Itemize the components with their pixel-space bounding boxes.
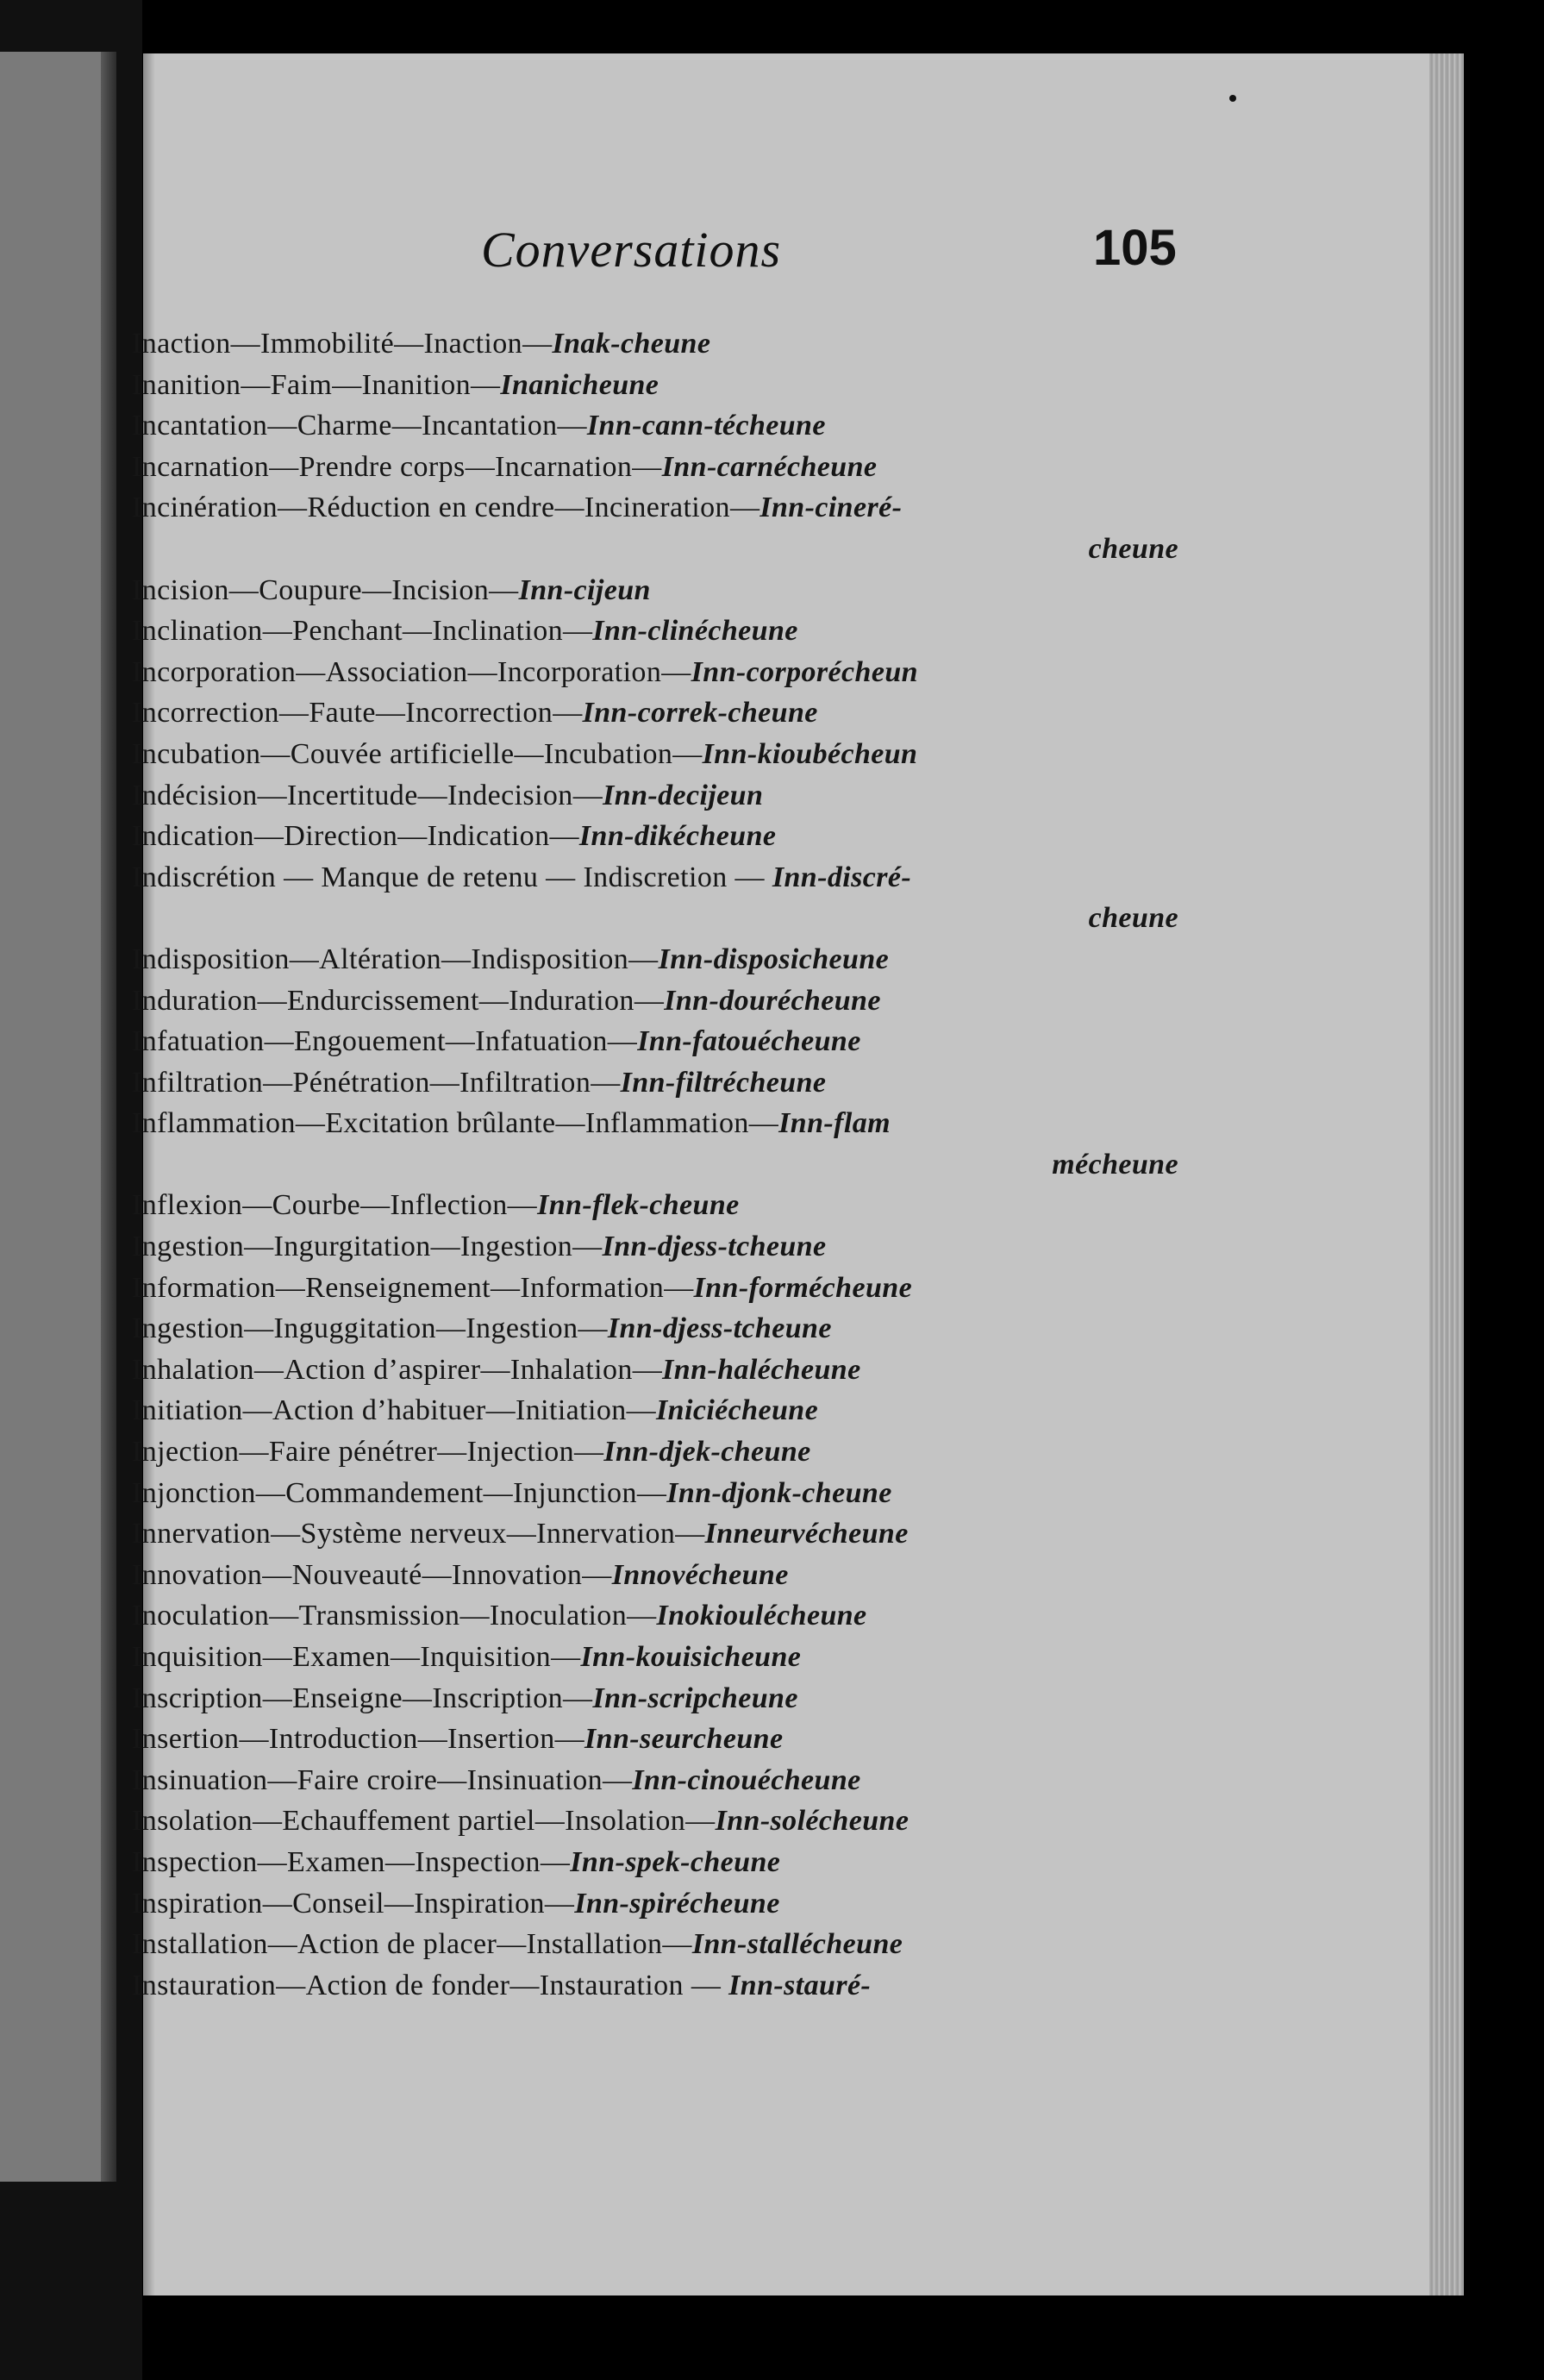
entry-pronunciation-continuation: mécheune [1052,1148,1178,1181]
entry-pronunciation: Inn-fatouécheune [637,1025,861,1058]
entry-terms: Injection—Faire pénétrer—Injection— [132,1436,604,1469]
entry-line [132,980,1184,1022]
entry-line [132,1678,1184,1719]
entry-line [132,1185,1184,1226]
dictionary-entry [132,1390,1184,1431]
running-title: Conversations [481,222,782,278]
entry-line [132,1637,1184,1678]
entry-terms: Incarnation—Prendre corps—Incarnation— [132,450,662,483]
entry-terms: Initiation—Action d’habituer—Initiation— [132,1394,657,1427]
dictionary-entry [132,323,1184,365]
entry-line [132,652,1184,693]
entry-pronunciation: Inn-djek-cheune [603,1436,811,1469]
entry-line [132,1226,1184,1268]
entry-terms: Inhalation—Action d’aspirer—Inhalation— [132,1353,663,1386]
entry-line [132,323,1184,365]
entry-line [132,775,1184,817]
entry-line [132,1719,1184,1760]
entry-line [132,1555,1184,1596]
dictionary-entry [132,939,1184,980]
ink-speck [1229,95,1236,102]
dictionary-entry [132,734,1184,775]
dictionary-entry [132,1883,1184,1925]
entry-terms: Inquisition—Examen—Inquisition— [132,1641,581,1673]
dictionary-entry [132,1719,1184,1760]
entry-pronunciation: Inn-filtrécheune [620,1066,827,1099]
entry-terms: Innervation—Système nerveux—Innervation— [132,1518,705,1550]
entry-line [132,405,1184,447]
entry-pronunciation-continuation: cheune [1088,902,1178,935]
entry-line [132,1883,1184,1925]
entry-line [132,1268,1184,1309]
entry-terms: Incision—Coupure—Incision— [132,573,519,606]
dictionary-entry [132,1062,1184,1104]
dictionary-entry [132,1760,1184,1801]
entry-pronunciation: Inn-formécheune [693,1271,913,1304]
dictionary-entry [132,1103,1184,1185]
entry-pronunciation: Inn-kouisicheune [580,1641,802,1673]
entry-pronunciation: Inn-cijeun [518,573,651,606]
entry-line [132,1924,1184,1965]
dictionary-entry [132,1268,1184,1309]
entry-line [132,1965,1184,2007]
entry-pronunciation: Inokioulécheune [656,1600,867,1632]
entry-pronunciation: Inanicheune [500,368,659,401]
entry-terms: Insolation—Echauffement partiel—Insolation— [132,1805,716,1838]
dictionary-entry [132,1965,1184,2007]
entry-pronunciation: Inn-dikécheune [578,820,777,853]
dictionary-entry [132,1678,1184,1719]
entry-pronunciation: Inn-halécheune [662,1353,861,1386]
entry-terms: Indisposition—Altération—Indisposition— [132,943,659,975]
entry-terms: Incorrection—Faute—Incorrection— [132,697,583,730]
dictionary-entry [132,487,1184,569]
dictionary-entry [132,775,1184,817]
entry-line [132,1473,1184,1514]
entry-line [132,857,1184,899]
entry-terms: Inclination—Penchant—Inclination— [132,615,593,648]
dictionary-entry [132,447,1184,488]
entry-pronunciation: Inn-djonk-cheune [666,1476,892,1509]
entry-terms: Indication—Direction—Indication— [132,820,579,853]
entry-line [132,447,1184,488]
entry-line [132,611,1184,652]
entry-terms: Insinuation—Faire croire—Insinuation— [132,1763,633,1796]
entry-pronunciation: Inn-disposicheune [658,943,890,975]
dictionary-entry [132,980,1184,1022]
dictionary-entry-list [132,323,1184,2006]
entry-pronunciation: Inn-stauré- [728,1969,872,2001]
entry-terms: Infiltration—Pénétration—Infiltration— [132,1066,621,1099]
dictionary-entry [132,1308,1184,1350]
entry-pronunciation: Inn-decijeun [603,779,764,811]
entry-line [132,1513,1184,1555]
entry-pronunciation: Inn-cineré- [759,492,903,524]
entry-line [132,1390,1184,1431]
entry-terms: Instauration—Action de fonder—Instauration — [132,1969,729,2001]
entry-line [132,692,1184,734]
entry-pronunciation: Inn-kioubécheun [702,737,918,770]
dictionary-entry [132,365,1184,406]
entry-terms: Inspiration—Conseil—Inspiration— [132,1887,575,1920]
entry-line [132,1308,1184,1350]
page-number: 105 [1093,220,1177,276]
entry-pronunciation: Innovécheune [611,1558,789,1591]
entry-pronunciation: Inn-cann-técheune [586,410,826,442]
entry-pronunciation: Inn-flam [778,1107,891,1140]
dictionary-entry [132,1637,1184,1678]
dictionary-entry [132,1842,1184,1883]
entry-pronunciation: Inn-scripcheune [592,1682,798,1714]
entry-terms: Inflexion—Courbe—Inflection— [132,1189,538,1222]
entry-pronunciation: Inn-corporécheun [691,655,918,688]
dictionary-entry [132,816,1184,857]
entry-pronunciation: Inn-djess-tcheune [602,1231,827,1263]
entry-pronunciation: Inn-correk-cheune [582,697,818,730]
entry-pronunciation: Inn-djess-tcheune [607,1312,832,1345]
entry-pronunciation: Inn-seurcheune [584,1723,784,1756]
entry-terms: Inspection—Examen—Inspection— [132,1845,571,1878]
entry-pronunciation: Inn-dourécheune [664,984,881,1017]
entry-pronunciation: Inak-cheune [552,328,711,360]
dictionary-entry [132,1473,1184,1514]
entry-line [132,1801,1184,1842]
entry-terms: Insertion—Introduction—Insertion— [132,1723,584,1756]
dictionary-entry [132,652,1184,693]
dictionary-entry [132,1924,1184,1965]
entry-pronunciation: Inn-cinouécheune [632,1763,861,1796]
entry-terms: Innovation—Nouveauté—Innovation— [132,1558,612,1591]
dictionary-entry [132,857,1184,939]
dictionary-entry [132,1431,1184,1473]
entry-terms: Incantation—Charme—Incantation— [132,410,587,442]
entry-terms: Incubation—Couvée artificielle—Incubation— [132,737,703,770]
entry-terms: Indécision—Incertitude—Indecision— [132,779,603,811]
dictionary-entry [132,1185,1184,1226]
entry-pronunciation: Inneurvécheune [704,1518,909,1550]
entry-line [132,816,1184,857]
entry-pronunciation-continuation: cheune [1088,532,1178,565]
entry-line [132,1760,1184,1801]
dictionary-entry [132,1513,1184,1555]
entry-line [132,1103,1184,1144]
entry-terms: Inanition—Faim—Inanition— [132,368,501,401]
dictionary-entry [132,1021,1184,1062]
entry-pronunciation: Inn-spek-cheune [570,1845,781,1878]
entry-pronunciation: Inn-solécheune [715,1805,910,1838]
entry-pronunciation: Inn-stallécheune [691,1928,903,1961]
entry-pronunciation: Iniciécheune [656,1394,819,1427]
entry-line [132,1431,1184,1473]
dictionary-entry [132,1350,1184,1391]
page-stack-edge [1429,53,1464,2295]
dictionary-entry [132,1555,1184,1596]
entry-terms: Installation—Action de placer—Installation— [132,1928,692,1961]
entry-line [132,939,1184,980]
entry-terms: Information—Renseignement—Information— [132,1271,694,1304]
previous-page-edge [0,52,116,2182]
entry-line [132,365,1184,406]
entry-pronunciation: Inn-clinécheune [592,615,798,648]
dictionary-entry [132,1801,1184,1842]
dictionary-entry [132,570,1184,611]
dictionary-entry [132,1226,1184,1268]
entry-terms: Induration—Endurcissement—Induration— [132,984,665,1017]
entry-pronunciation: Inn-discré- [772,861,912,893]
entry-terms: Inflammation—Excitation brûlante—Inflammation— [132,1107,779,1140]
entry-terms: Inoculation—Transmission—Inoculation— [132,1600,657,1632]
entry-pronunciation: Inn-carnécheune [661,450,878,483]
entry-line [132,487,1184,529]
entry-line [132,1595,1184,1637]
entry-line [132,1842,1184,1883]
entry-line [132,1062,1184,1104]
entry-pronunciation: Inn-flek-cheune [537,1189,740,1222]
dictionary-entry [132,1595,1184,1637]
dictionary-entry [132,611,1184,652]
dictionary-entry [132,405,1184,447]
entry-line [132,570,1184,611]
entry-line [132,1021,1184,1062]
entry-terms: Indiscrétion — Manque de retenu — Indiscretion — [132,861,772,893]
entry-terms: Inaction—Immobilité—Inaction— [132,328,553,360]
entry-line [132,734,1184,775]
entry-terms: Ingestion—Ingurgitation—Ingestion— [132,1231,603,1263]
dictionary-entry [132,692,1184,734]
entry-terms: Ingestion—Inguggitation—Ingestion— [132,1312,608,1345]
entry-terms: Injonction—Commandement—Injunction— [132,1476,667,1509]
entry-terms: Inscription—Enseigne—Inscription— [132,1682,593,1714]
entry-terms: Incinération—Réduction en cendre—Incineration— [132,492,760,524]
entry-pronunciation: Inn-spirécheune [574,1887,780,1920]
entry-terms: Infatuation—Engouement—Infatuation— [132,1025,638,1058]
entry-line [132,1350,1184,1391]
entry-terms: Incorporation—Association—Incorporation— [132,655,691,688]
